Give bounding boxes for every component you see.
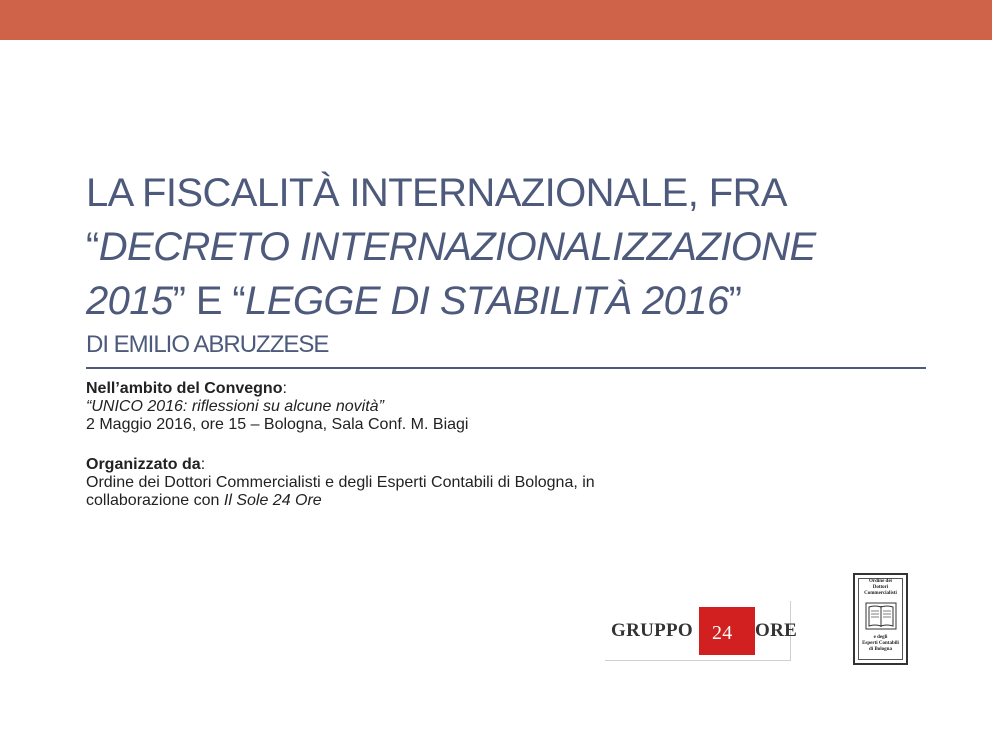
title-text: LA FISCALITÀ INTERNAZIONALE, FRA (86, 171, 787, 215)
organizzato-line-1: Ordine dei Dottori Commercialisti e degli Esperti Contabili di Bologna, in (86, 474, 595, 491)
ordine-text-3: Commercialisti (864, 591, 897, 596)
title-quote-open: “ (86, 225, 99, 269)
ordine-commercialisti-logo (853, 573, 908, 665)
convegno-name: “UNICO 2016: riflessioni su alcune novità” (86, 398, 384, 415)
convegno-details: 2 Maggio 2016, ore 15 – Bologna, Sala Conf. M. Biagi (86, 416, 469, 433)
ordine-text-1: Ordine dei (869, 579, 892, 584)
logo-word-ore: ORE (755, 620, 798, 641)
convegno-label: Nell’ambito del Convegno (86, 380, 283, 397)
gruppo24ore-logo (605, 601, 798, 661)
convegno-label-row (86, 380, 906, 398)
slide-title-block (86, 166, 926, 360)
ordine-text-4: e degli (873, 635, 888, 640)
sole24ore-name: Il Sole 24 Ore (223, 492, 322, 509)
title-quote-close: ” (728, 279, 742, 323)
ordine-text-6: di Bologna (869, 647, 892, 652)
top-accent-band (0, 0, 992, 40)
title-line-3 (86, 274, 926, 328)
logo-number-24: 24 (712, 622, 733, 644)
title-year-2015: 2015 (86, 279, 173, 323)
title-legge: LEGGE DI STABILITÀ 2016 (245, 279, 729, 323)
title-line-1 (86, 166, 926, 220)
book-emblem-icon (865, 601, 897, 631)
ordine-text-5: Esperti Contabili (862, 641, 899, 646)
organizzato-colon: : (200, 456, 206, 473)
organizzato-label: Organizzato da (86, 456, 201, 473)
title-connector: ” E “ (172, 279, 246, 323)
logo-word-gruppo: GRUPPO (611, 620, 694, 641)
title-line-2 (86, 220, 926, 274)
organizzato-line-2 (86, 492, 906, 510)
ordine-text-2: Dottori (872, 585, 889, 590)
convegno-colon: : (282, 380, 287, 397)
convegno-name-row (86, 398, 906, 416)
event-info (86, 380, 906, 510)
organizzato-label-row (86, 456, 906, 474)
author-subtitle: DI EMILIO ABRUZZESE (86, 331, 329, 358)
title-decreto: DECRETO INTERNAZIONALIZZAZIONE (98, 225, 816, 269)
organizzato-prefix: collaborazione con (86, 492, 224, 509)
title-divider (86, 367, 926, 369)
spacer (86, 434, 906, 456)
